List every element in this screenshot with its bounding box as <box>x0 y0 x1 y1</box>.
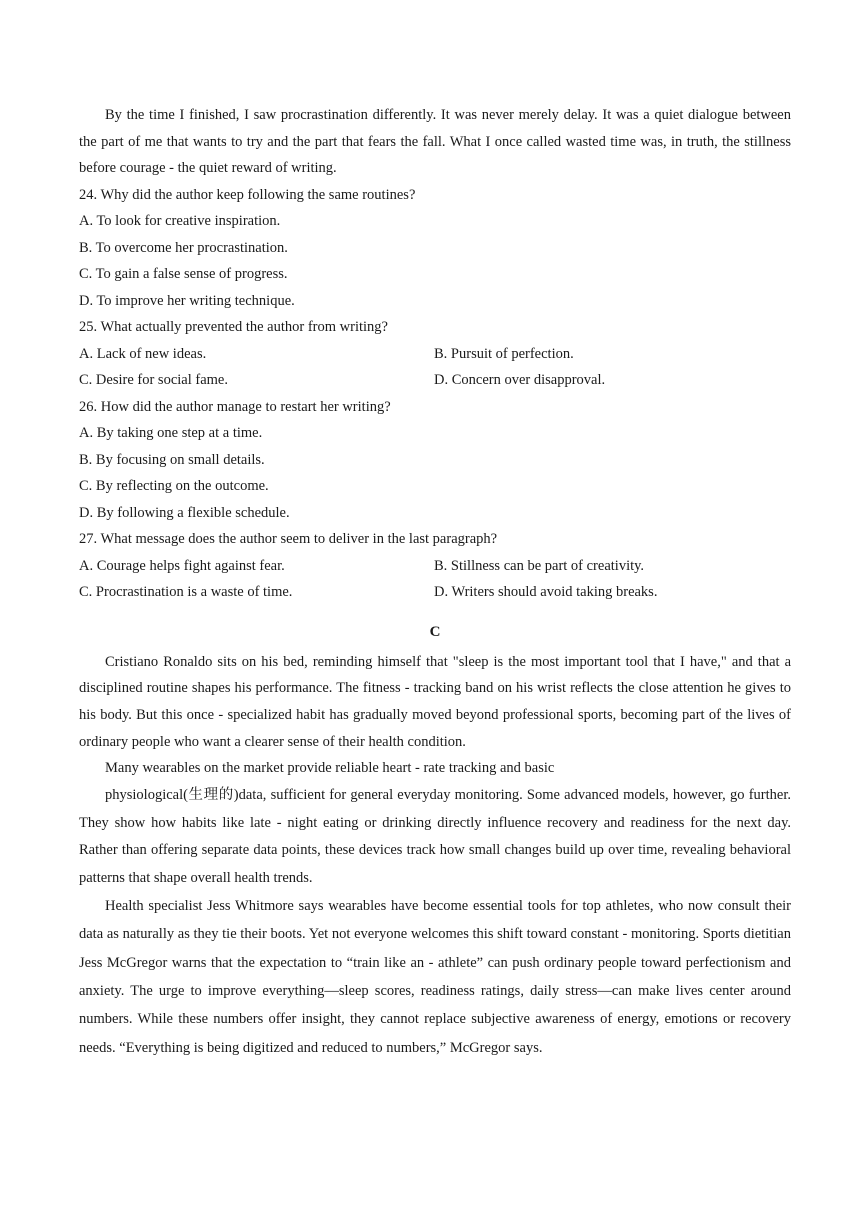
option-d: D. Writers should avoid taking breaks. <box>434 584 658 600</box>
option-a: A. Courage helps fight against fear. <box>79 557 285 574</box>
question-24 <box>79 182 791 315</box>
question-26 <box>79 394 791 527</box>
option-b: B. Stillness can be part of creativity. <box>434 557 645 574</box>
option-c: C. By reflecting on the outcome. <box>79 478 269 494</box>
option-c: C. To gain a false sense of progress. <box>79 266 288 282</box>
option-c: C. Procrastination is a waste of time. <box>79 584 293 600</box>
option-a: A. To look for creative inspiration. <box>79 213 281 229</box>
question-27 <box>79 526 791 606</box>
option-b: B. By focusing on small details. <box>79 451 265 468</box>
option-row <box>79 553 791 580</box>
option-row <box>79 367 791 394</box>
question-stem: 24. Why did the author keep following the same routines? <box>79 186 416 203</box>
option-d: D. To improve her writing technique. <box>79 292 295 309</box>
passage-closing-paragraph: By the time I finished, I saw procrastination differently. It was never merely delay. It was a quiet dialogue between the part of me that wants to try and the part that fears the fall. What I once called wasted time was, in truth, the stillness before courage - the quiet reward of writing. <box>79 107 791 176</box>
option-d: D. By following a flexible schedule. <box>79 504 290 521</box>
passage-c-paragraph-1: Cristiano Ronaldo sits on his bed, reminding himself that "sleep is the most important tool that I have," and that a disciplined routine shapes his performance. The fitness - tracking band on his wrist reflects the close attention he gives to his body. But this once - specialized habit has gradually moved beyond professional sports, becoming part of the lives of ordinary people who want a clearer sense of their health condition. <box>79 653 791 750</box>
question-25 <box>79 314 791 394</box>
question-stem: 27. What message does the author seem to deliver in the last paragraph? <box>79 531 498 547</box>
option-b: B. Pursuit of perfection. <box>434 345 574 362</box>
section-heading: C <box>429 623 441 640</box>
question-stem: 26. How did the author manage to restart her writing? <box>79 398 391 415</box>
exam-page <box>79 102 791 1062</box>
option-c: C. Desire for social fame. <box>79 372 228 388</box>
option-b: B. To overcome her procrastination. <box>79 239 288 256</box>
option-row <box>79 341 791 368</box>
option-row <box>79 579 791 606</box>
passage-c-paragraph-2-line-1: Many wearables on the market provide reliable heart - rate tracking and basic <box>105 760 555 777</box>
question-stem: 25. What actually prevented the author from writing? <box>79 319 388 335</box>
option-a: A. By taking one step at a time. <box>79 425 263 441</box>
option-d: D. Concern over disapproval. <box>434 372 606 388</box>
passage-c-paragraph-2-body: physiological(生理的)data, sufficient for general everyday monitoring. Some advanced models, however, go further. They show how habits like late - night eating or drinking directly influence recovery and readiness for the next day. Rather than offering separate data points, these devices track how small changes build up over time, revealing behavioral patterns that shape overall health trends. <box>79 787 791 886</box>
passage-c-paragraph-3: Health specialist Jess Whitmore says wearables have become essential tools for top athletes, who now consult their data as naturally as they tie their boots. Yet not everyone welcomes this shift toward constant - monitoring. Sports dietitian Jess McGregor warns that the expectation to “train like an - athlete” can push ordinary people toward perfectionism and anxiety. The urge to improve everything—sleep scores, readiness ratings, daily stress—can make lives center around numbers. While these numbers offer insight, they cannot replace subjective awareness of energy, emotions or recovery needs. “Everything is being digitized and reduced to numbers,” McGregor says. <box>79 898 791 1056</box>
option-a: A. Lack of new ideas. <box>79 345 207 362</box>
